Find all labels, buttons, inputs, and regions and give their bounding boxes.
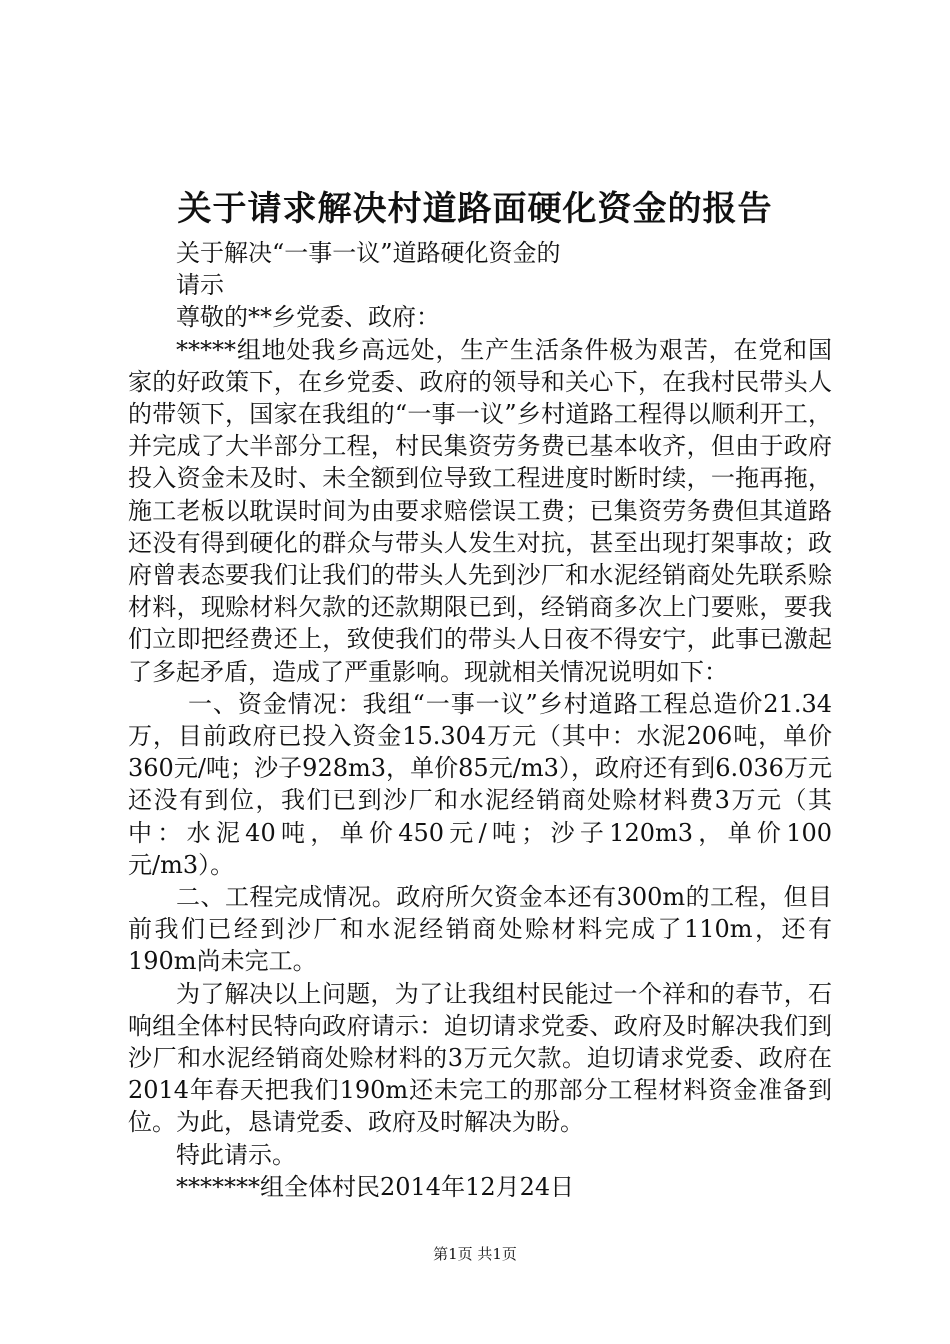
closing-line: 特此请示。 — [176, 1140, 296, 1169]
document-title: 关于请求解决村道路面硬化资金的报告 — [177, 189, 773, 229]
subtitle-line-2: 请示 — [176, 271, 224, 300]
document-body — [128, 237, 832, 1203]
salutation: 尊敬的**乡党委、政府： — [176, 303, 440, 332]
paragraph-request: 为了解决以上问题，为了让我组村民能过一个祥和的春节，石响组全体村民特向政府请示：迫切请求党委、政府及时解决我们到沙厂和水泥经销商处赊材料的3万元欠款。迫切请求党委、政府在2014年春天把我们190m还未完工的那部分工程材料资金准备到位。为此，恳请党委、政府及时解决为盼。 — [128, 979, 832, 1137]
paragraph-progress: 二、工程完成情况。政府所欠资金本还有300m的工程，但目前我们已经到沙厂和水泥经销商处赊材料完成了110m，还有190m尚未完工。 — [128, 883, 832, 976]
signature-line: *******组全体村民2014年12月24日 — [176, 1172, 575, 1201]
subtitle-line-1: 关于解决“一事一议”道路硬化资金的 — [176, 239, 561, 267]
paragraph-intro: *****组地处我乡高远处，生产生活条件极为艰苦，在党和国家的好政策下，在乡党委、政府的领导和关心下，在我村民带头人的带领下，国家在我组的“一事一议”乡村道路工程得以顺利开工，并完成了大半部分工程，村民集资劳务费已基本收齐，但由于政府投入资金未及时、未全额到位导致工程进度时断时续，一拖再拖，施工老板以耽误时间为由要求赔偿误工费；已集资劳务费但其道路还没有得到硬化的群众与带头人发生对抗，甚至出现打架事故；政府曾表态要我们让我们的带头人先到沙厂和水泥经销商处先联系赊材料，现赊材料欠款的还款期限已到，经销商多次上门要账，要我们立即把经费还上，致使我们的带头人日夜不得安宁，此事已激起了多起矛盾，造成了严重影响。现就相关情况说明如下： — [128, 335, 832, 686]
paragraph-funding: 一、资金情况：我组“一事一议”乡村道路工程总造价21.34万，目前政府已投入资金15.304万元（其中：水泥206吨，单价360元/吨；沙子928m3，单价85元/m3），政府还有到6.036万元还没有到位，我们已到沙厂和水泥经销商处赊材料费3万元（其中：水泥40吨，单价450元/吨；沙子120m3，单价100元/m3）。 — [128, 689, 832, 879]
page-footer: 第1页 共1页 — [433, 1245, 517, 1263]
